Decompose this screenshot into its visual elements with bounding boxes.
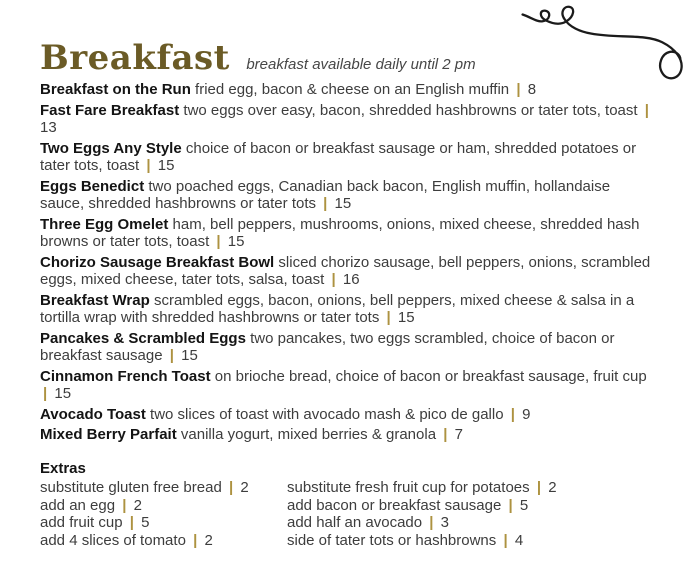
price-separator: |: [516, 81, 521, 98]
extras-item-label: add an egg: [40, 496, 116, 514]
price-separator: |: [193, 531, 198, 549]
extras-item: [40, 514, 287, 532]
menu-item-price: 8: [527, 81, 537, 98]
price-separator: |: [503, 531, 508, 549]
menu-item: [40, 81, 652, 99]
price-separator: |: [169, 347, 174, 364]
menu-item-description: fried egg, bacon & cheese on an English muffin: [195, 81, 510, 98]
extras-item: [40, 479, 287, 497]
extras-item: [40, 532, 287, 550]
menu-item: [40, 368, 652, 403]
page-title: Breakfast: [40, 38, 230, 78]
menu-item-price: 15: [157, 157, 175, 174]
menu-item-price: 13: [40, 119, 57, 136]
price-separator: |: [323, 195, 328, 212]
menu-item-name: Fast Fare Breakfast: [40, 101, 180, 119]
menu-item-name: Breakfast on the Run: [40, 81, 191, 98]
price-separator: |: [146, 157, 151, 174]
menu-item-price: 15: [54, 385, 72, 402]
extras-item-label: add fruit cup: [40, 514, 123, 532]
price-separator: |: [122, 496, 127, 514]
extras-item-label: substitute fresh fruit cup for potatoes: [287, 479, 530, 496]
menu-item: [40, 178, 652, 213]
menu-item-description: choice of bacon or breakfast sausage or ham, shredded potatoes or tater tots, toast: [40, 139, 637, 174]
menu-item-description: two eggs over easy, bacon, shredded hashbrowns or tater tots, toast: [183, 101, 638, 119]
menu-item-description: scrambled eggs, bacon, onions, bell peppers, mixed cheese & salsa in a tortilla wrap with shredded hashbrowns or tater tots: [40, 291, 635, 326]
extras-item-price: 4: [514, 531, 524, 549]
menu-item-description: two poached eggs, Canadian back bacon, English muffin, hollandaise sauce, shredded hashbrowns or tater tots: [40, 177, 611, 212]
price-separator: |: [536, 479, 542, 496]
menu-item-list: [40, 81, 665, 444]
menu-item-description: two slices of toast with avocado mash & pico de gallo: [150, 405, 504, 423]
menu-item-name: Cinnamon French Toast: [40, 367, 211, 385]
extras-item-price: 5: [141, 514, 150, 532]
extras-column-left: [40, 479, 287, 549]
extras-item: [287, 479, 665, 497]
extras-item-price: 3: [440, 514, 450, 532]
menu-item: [40, 140, 652, 175]
menu-item-name: Eggs Benedict: [40, 177, 145, 195]
price-separator: |: [216, 233, 221, 250]
price-separator: |: [43, 385, 48, 402]
menu-item-name: Avocado Toast: [40, 405, 146, 423]
price-separator: |: [644, 101, 649, 119]
menu-item: [40, 216, 652, 251]
menu-item-description: sliced chorizo sausage, bell peppers, onions, scrambled eggs, mixed cheese, tater tots, salsa, toast: [40, 253, 651, 288]
price-separator: |: [331, 271, 336, 288]
extras-item-price: 2: [204, 531, 213, 549]
extras-column-right: [287, 479, 665, 549]
menu-item: [40, 292, 652, 327]
menu-item-price: 15: [334, 195, 352, 212]
menu-item-name: Pancakes & Scrambled Eggs: [40, 329, 246, 347]
menu-item-price: 15: [397, 309, 415, 326]
menu-item-price: 15: [181, 347, 198, 364]
extras-item-label: add bacon or breakfast sausage: [287, 496, 502, 514]
menu-item-price: 7: [454, 426, 463, 443]
extras-item-label: side of tater tots or hashbrowns: [287, 531, 497, 549]
extras-item: [287, 497, 665, 515]
menu-item-price: 16: [342, 271, 360, 288]
price-separator: |: [228, 479, 234, 496]
menu-item-name: Chorizo Sausage Breakfast Bowl: [40, 253, 275, 271]
menu-item-name: Three Egg Omelet: [40, 215, 169, 233]
menu-item-name: Two Eggs Any Style: [40, 139, 182, 157]
extras-item-price: 5: [519, 496, 529, 514]
extras-section: [40, 460, 665, 550]
extras-item-price: 2: [548, 479, 557, 496]
menu-item: [40, 330, 652, 365]
menu-item-price: 9: [522, 405, 531, 423]
menu-item-name: Breakfast Wrap: [40, 291, 150, 309]
extras-item-price: 2: [133, 496, 142, 514]
extras-item-label: add 4 slices of tomato: [40, 531, 186, 549]
menu-item-price: 15: [227, 233, 245, 250]
price-separator: |: [386, 309, 391, 326]
extras-item-label: substitute gluten free bread: [40, 479, 222, 496]
extras-item: [287, 532, 665, 550]
price-separator: |: [508, 496, 513, 514]
menu-content: [40, 40, 665, 549]
menu-item: [40, 102, 652, 137]
menu-header: [40, 40, 665, 76]
extras-item-label: add half an avocado: [287, 514, 423, 532]
extras-item: [40, 497, 287, 515]
price-separator: |: [429, 514, 434, 532]
price-separator: |: [443, 426, 448, 443]
extras-item-price: 2: [240, 479, 249, 496]
extras-heading: Extras: [40, 459, 86, 477]
availability-tagline: breakfast available daily until 2 pm: [246, 56, 476, 73]
menu-item-description: two pancakes, two eggs scrambled, choice of bacon or breakfast sausage: [40, 329, 615, 364]
menu-item-description: on brioche bread, choice of bacon or breakfast sausage, fruit cup: [214, 367, 647, 385]
extras-item: [287, 514, 665, 532]
extras-columns: [40, 479, 665, 549]
price-separator: |: [129, 514, 134, 532]
menu-item: [40, 254, 652, 289]
menu-item-description: vanilla yogurt, mixed berries & granola: [180, 426, 437, 443]
price-separator: |: [510, 405, 515, 423]
menu-item-name: Mixed Berry Parfait: [40, 426, 177, 443]
menu-item-description: ham, bell peppers, mushrooms, onions, mixed cheese, shredded hash browns or tater tots, toast: [40, 215, 640, 250]
menu-item: [40, 426, 652, 444]
menu-item: [40, 406, 652, 424]
